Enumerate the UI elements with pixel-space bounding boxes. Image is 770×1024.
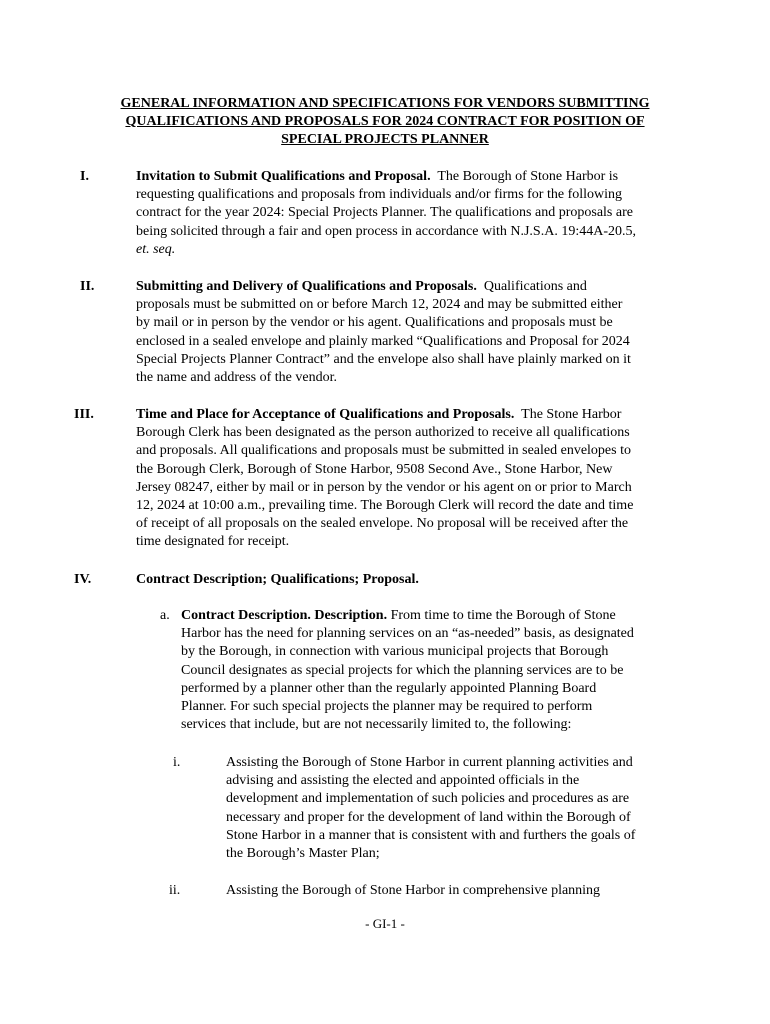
title-line-2: QUALIFICATIONS AND PROPOSALS FOR 2024 CONTRACT FOR POSITION OF [125, 114, 645, 129]
section-4a-line: performed by a planner other than the regularly appointed Planning Board [181, 680, 597, 696]
section-2-number: II. [80, 279, 95, 294]
section-4a-heading: Contract Description. Description. [181, 608, 388, 623]
section-4a-line: Council designates as special projects for which the planning services are to be [181, 662, 624, 678]
section-1-number: I. [80, 169, 89, 184]
section-2-line: the name and address of the vendor. [136, 370, 337, 386]
item-ii-number: ii. [169, 883, 181, 898]
section-1-line: contract for the year 2024: Special Projects Planner. The qualifications and proposals are [136, 205, 633, 221]
item-i-line: advising and assisting the elected and appointed officials in the [226, 773, 580, 789]
section-3-line: of receipt of all proposals on the sealed envelope. No proposal will be received after the [136, 516, 629, 532]
section-2-line: enclosed in a sealed envelope and plainly marked “Qualifications and Proposal for 2024 [136, 333, 630, 349]
section-4a-line: Planner. For such special projects the planner may be required to perform [181, 699, 593, 715]
section-4-number: IV. [74, 572, 92, 587]
section-2-body [136, 278, 676, 387]
section-1-body [136, 168, 676, 259]
section-3-line: Borough Clerk has been designated as the person authorized to receive all qualifications [136, 425, 630, 441]
section-3-line: 12, 2024 at 10:00 a.m., prevailing time. The Borough Clerk will record the date and time [136, 498, 634, 514]
section-1-line: being solicited through a fair and open process in accordance with N.J.S.A. 19:44A-20.5, [136, 223, 636, 239]
item-ii-body [226, 882, 676, 900]
section-1-line: requesting qualifications and proposals from individuals and/or firms for the following [136, 187, 623, 203]
section-3-body [136, 406, 676, 552]
section-4a-line: From time to time the Borough of Stone [387, 608, 616, 623]
section-3-line: Jersey 08247, either by mail or in person by the vendor or his agent on or prior to March [136, 479, 632, 495]
section-2-line: proposals must be submitted on or before March 12, 2024 and may be submitted either [136, 297, 623, 313]
page-number: - GI-1 - [365, 916, 405, 931]
section-4-heading: Contract Description; Qualifications; Proposal. [136, 572, 419, 587]
item-i-number: i. [173, 755, 181, 770]
section-1-line: et. seq. [136, 241, 176, 257]
section-4a-line: by the Borough, in connection with various municipal projects that Borough [181, 644, 609, 660]
section-3-number: III. [74, 407, 94, 422]
section-3-line: the Borough Clerk, Borough of Stone Harbor, 9508 Second Ave., Stone Harbor, New [136, 461, 613, 477]
item-i-line: Assisting the Borough of Stone Harbor in current planning activities and [226, 755, 633, 770]
section-3-line: and proposals. All qualifications and proposals must be submitted in sealed envelopes to [136, 443, 631, 459]
item-i-line: necessary and proper for the development of land within the Borough of [226, 809, 631, 825]
section-3-line: The Stone Harbor [514, 407, 622, 422]
section-4a-body [181, 607, 676, 734]
item-i-line: development and implementation of such policies and procedures as are [226, 791, 630, 807]
item-i-line: Stone Harbor in a manner that is consistent with and furthers the goals of [226, 827, 636, 843]
document-title [90, 95, 680, 149]
section-4-body [136, 571, 676, 589]
section-4a-line: Harbor has the need for planning services on an “as-needed” basis, as designated [181, 626, 634, 642]
section-3-line: time designated for receipt. [136, 534, 290, 550]
title-line-1: GENERAL INFORMATION AND SPECIFICATIONS FOR VENDORS SUBMITTING [120, 96, 650, 111]
section-4a-line: services that include, but are not necessarily limited to, the following: [181, 717, 572, 733]
section-1-line: The Borough of Stone Harbor is [430, 169, 619, 184]
section-4a-letter: a. [160, 608, 170, 623]
section-1-heading: Invitation to Submit Qualifications and Proposal. [136, 169, 431, 184]
item-i-line: the Borough’s Master Plan; [226, 846, 380, 862]
section-3-heading: Time and Place for Acceptance of Qualifications and Proposals. [136, 407, 515, 422]
section-2-line: Qualifications and [476, 279, 587, 294]
section-2-line: Special Projects Planner Contract” and the envelope also shall have plainly marked on it [136, 351, 631, 367]
item-i-body [226, 754, 676, 863]
section-2-heading: Submitting and Delivery of Qualifications and Proposals. [136, 279, 477, 294]
title-line-3: SPECIAL PROJECTS PLANNER [281, 132, 489, 147]
item-ii-line: Assisting the Borough of Stone Harbor in comprehensive planning [226, 883, 601, 898]
section-2-line: by mail or in person by the vendor or his agent. Qualifications and proposals must be [136, 315, 613, 331]
